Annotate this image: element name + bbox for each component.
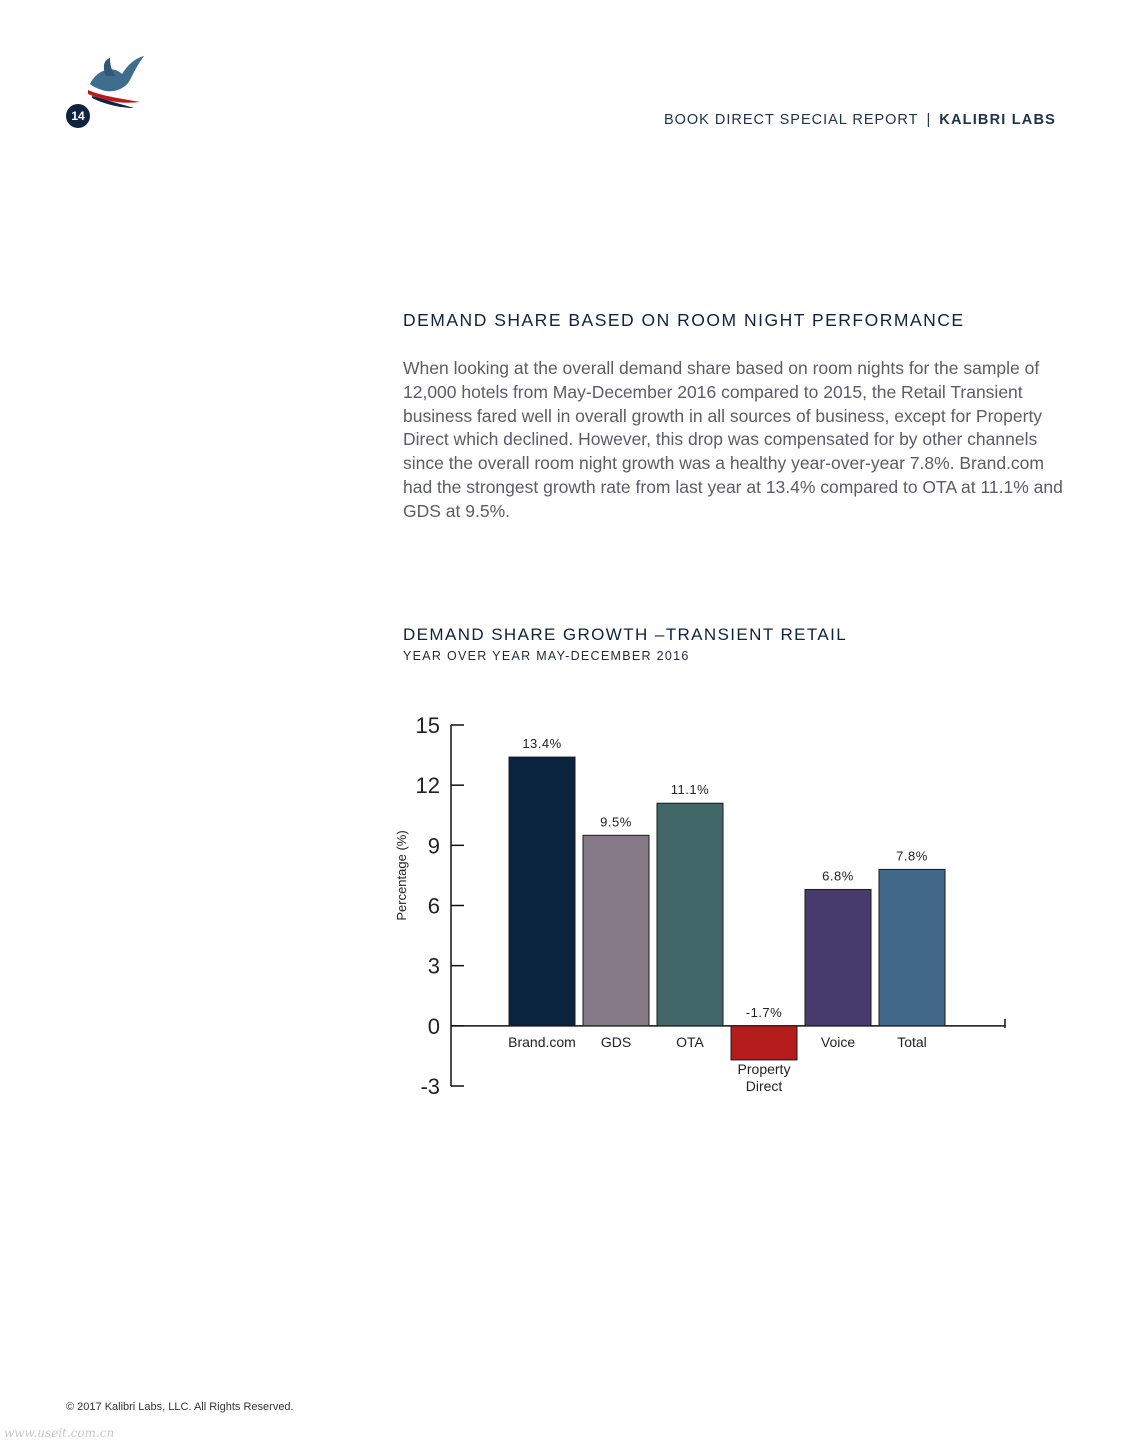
report-name: BOOK DIRECT SPECIAL REPORT <box>663 112 919 128</box>
x-category-label: Property Direct <box>737 1060 791 1094</box>
bar <box>657 803 723 1026</box>
y-tick-label: 9 <box>427 833 440 859</box>
y-tick-label: 6 <box>427 893 440 919</box>
y-tick-label: 12 <box>415 773 440 799</box>
kalibri-bird-logo-icon <box>84 54 148 110</box>
brand-name: KALIBRI LABS <box>939 112 1056 128</box>
bar <box>509 757 575 1026</box>
bar-value-label: 9.5% <box>600 814 632 830</box>
copyright-footer: © 2017 Kalibri Labs, LLC. All Rights Reserved. <box>66 1401 294 1413</box>
bar-value-label: 11.1% <box>670 782 710 798</box>
bar-value-label: 13.4% <box>522 736 562 752</box>
x-category-label: Total <box>897 1033 927 1050</box>
x-category-label: Voice <box>820 1033 856 1050</box>
x-category-label: GDS <box>600 1033 632 1050</box>
bar-value-label: 7.8% <box>896 848 928 864</box>
y-tick-label: 15 <box>415 713 440 738</box>
section-body: When looking at the overall demand share based on room nights for the sample of 12,000 hotels from May-December 2016 compared to 2015, the Retail Transient business fared well in overall growth in all sources of business, except for Property Direct which declined. However, this drop was compensated for by other channels since the overall room night growth was a healthy year-over-year 7.8%. Brand.com had the strongest growth rate from last year at 13.4% compared to OTA at 11.1% and GDS at 9.5%. <box>403 358 1063 521</box>
bar-value-label: -1.7% <box>745 1004 783 1020</box>
section-title: DEMAND SHARE BASED ON ROOM NIGHT PERFORMANCE <box>403 310 965 330</box>
y-axis-label: Percentage (%) <box>394 830 409 921</box>
y-tick-label: -3 <box>420 1074 440 1099</box>
watermark: www.useit.com.cn <box>4 1426 115 1440</box>
header-separator: | <box>926 112 932 128</box>
x-category-label: Brand.com <box>508 1033 576 1050</box>
chart-title: DEMAND SHARE GROWTH –TRANSIENT RETAIL <box>403 625 848 644</box>
x-category-label: OTA <box>676 1033 704 1050</box>
report-header <box>664 112 1056 128</box>
bar <box>805 889 871 1025</box>
y-tick-label: 3 <box>427 953 440 979</box>
bar-value-label: 6.8% <box>822 868 854 884</box>
chart-subtitle: YEAR OVER YEAR MAY-DECEMBER 2016 <box>403 649 690 663</box>
bar <box>583 835 649 1026</box>
y-tick-label: 0 <box>427 1013 440 1039</box>
page-number-badge: 14 <box>66 104 90 128</box>
bar <box>879 869 945 1025</box>
bar <box>731 1026 797 1060</box>
